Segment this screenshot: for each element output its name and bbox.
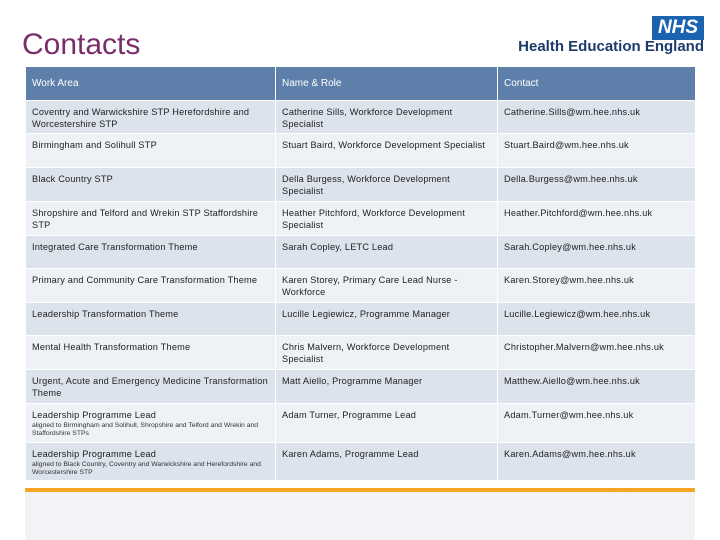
contact-email-cell[interactable]: Lucille.Legiewicz@wm.hee.nhs.uk: [498, 303, 696, 336]
header-contact: Contact: [498, 67, 696, 101]
contacts-table: [25, 66, 696, 481]
name-role-cell: Sarah Copley, LETC Lead: [276, 236, 498, 269]
header-work-area: Work Area: [26, 67, 276, 101]
name-role-cell: Chris Malvern, Workforce Development Specialist: [276, 336, 498, 370]
work-area-cell: [26, 134, 276, 168]
work-area-cell: [26, 236, 276, 269]
table-row: [26, 370, 696, 404]
table-row: [26, 443, 696, 481]
work-area-text: Shropshire and Telford and Wrekin STP Staffordshire STP: [32, 208, 259, 230]
name-role-cell: Lucille Legiewicz, Programme Manager: [276, 303, 498, 336]
name-role-cell: Adam Turner, Programme Lead: [276, 404, 498, 443]
work-area-text: Mental Health Transformation Theme: [32, 342, 191, 352]
work-area-text: Leadership Programme Lead: [32, 410, 156, 420]
work-area-text: Leadership Programme Lead: [32, 449, 156, 459]
table-row: [26, 168, 696, 202]
work-area-text: Urgent, Acute and Emergency Medicine Transformation Theme: [32, 376, 268, 398]
table-row: [26, 404, 696, 443]
work-area-cell: [26, 404, 276, 443]
work-area-text: Primary and Community Care Transformation Theme: [32, 275, 258, 285]
contact-email-cell[interactable]: Stuart.Baird@wm.hee.nhs.uk: [498, 134, 696, 168]
name-role-cell: Karen Storey, Primary Care Lead Nurse - Workforce: [276, 269, 498, 303]
name-role-cell: Karen Adams, Programme Lead: [276, 443, 498, 481]
contact-email-cell[interactable]: Catherine.Sills@wm.hee.nhs.uk: [498, 101, 696, 134]
work-area-cell: [26, 101, 276, 134]
nhs-logo: NHS: [652, 16, 704, 40]
table-header-row: [26, 67, 696, 101]
table-row: [26, 202, 696, 236]
contact-email-cell[interactable]: Heather.Pitchford@wm.hee.nhs.uk: [498, 202, 696, 236]
page-title: Contacts: [22, 28, 141, 61]
work-area-cell: [26, 303, 276, 336]
name-role-cell: Della Burgess, Workforce Development Specialist: [276, 168, 498, 202]
contact-email-cell[interactable]: Sarah.Copley@wm.hee.nhs.uk: [498, 236, 696, 269]
name-role-cell: Catherine Sills, Workforce Development Specialist: [276, 101, 498, 134]
table-row: [26, 236, 696, 269]
contact-email-cell[interactable]: Della.Burgess@wm.hee.nhs.uk: [498, 168, 696, 202]
work-area-note: aligned to Black Country, Coventry and Warwickshire and Herefordshire and Worcestershire STP: [32, 461, 261, 476]
work-area-cell: [26, 443, 276, 481]
work-area-cell: [26, 168, 276, 202]
name-role-cell: Heather Pitchford, Workforce Development Specialist: [276, 202, 498, 236]
contact-email-cell[interactable]: Karen.Storey@wm.hee.nhs.uk: [498, 269, 696, 303]
table-row: [26, 303, 696, 336]
table-row: [26, 134, 696, 168]
contact-email-cell[interactable]: Adam.Turner@wm.hee.nhs.uk: [498, 404, 696, 443]
work-area-note: aligned to Birmingham and Solihull, Shropshire and Telford and Wrekin and Staffordshire STPs: [32, 422, 259, 437]
contact-email-cell[interactable]: Christopher.Malvern@wm.hee.nhs.uk: [498, 336, 696, 370]
work-area-text: Black Country STP: [32, 174, 114, 184]
table-row: [26, 269, 696, 303]
work-area-text: Leadership Transformation Theme: [32, 309, 179, 319]
work-area-cell: [26, 269, 276, 303]
contact-email-cell[interactable]: Matthew.Aiello@wm.hee.nhs.uk: [498, 370, 696, 404]
footer-band: [25, 492, 695, 540]
hee-logo: [494, 16, 704, 56]
work-area-text: Birmingham and Solihull STP: [32, 140, 157, 150]
name-role-cell: Matt Aiello, Programme Manager: [276, 370, 498, 404]
work-area-text: Coventry and Warwickshire STP Herefordshire and Worcestershire STP: [32, 107, 250, 129]
work-area-cell: [26, 370, 276, 404]
work-area-text: Integrated Care Transformation Theme: [32, 242, 198, 252]
name-role-cell: Stuart Baird, Workforce Development Specialist: [276, 134, 498, 168]
header-name-role: Name & Role: [276, 67, 498, 101]
table-row: [26, 336, 696, 370]
hee-logo-text: Health Education England: [518, 38, 704, 55]
work-area-cell: [26, 202, 276, 236]
table-row: [26, 101, 696, 134]
contact-email-cell[interactable]: Karen.Adams@wm.hee.nhs.uk: [498, 443, 696, 481]
work-area-cell: [26, 336, 276, 370]
